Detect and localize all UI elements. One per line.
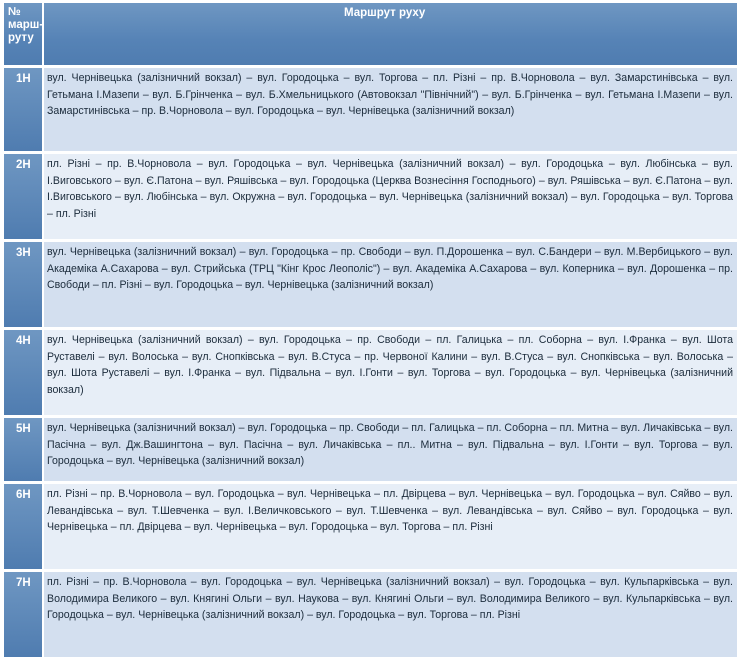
route-path: пл. Різні – пр. В.Чорновола – вул. Городоцька – вул. Чернівецька – пл. Двірцева – вул. Чернівецька – вул. Городоцька – вул. Сяйво – вул. Левандівська – вул. Т.Шевченка – вул. І.Величковського – вул. Т.Шевченка – вул. Левандівська – вул. Сяйво – вул. Городоцька – вул. Чернівецька – пл. Двірцева – вул. Чернівецька – вул. Городоцька – вул. Торгова – пл. Різні [44, 484, 737, 572]
route-number: 5Н [4, 418, 44, 484]
route-path: вул. Чернівецька (залізничний вокзал) – вул. Городоцька – пр. Свободи – пл. Галицька – пл. Соборна – вул. І.Франка – вул. Шота Руставелі – вул. Волоська – вул. Снопківська – вул. В.Стуса – пр. Червоної Калини – вул. В.Стуса – вул. Снопківська – вул. Волоська – вул. Шота Руставелі – вул. І.Франка – вул. Підвальна – вул. І.Гонти – вул. Торгова – вул. Городоцька – вул. Чернівецька (залізничний вокзал) [44, 330, 737, 418]
table-row [4, 484, 737, 572]
route-number: 7Н [4, 572, 44, 660]
route-number: 2Н [4, 154, 44, 242]
route-path-header: Маршрут руху [44, 3, 737, 68]
route-number: 3Н [4, 242, 44, 330]
table-row [4, 330, 737, 418]
route-number: 1Н [4, 68, 44, 154]
route-path: вул. Чернівецька (залізничний вокзал) – вул. Городоцька – вул. Торгова – пл. Різні – пр. В.Чорновола – вул. Замарстинівська – вул. Гетьмана І.Мазепи – вул. Б.Грінченка – вул. Б.Хмельницького (Автовокзал "Північний") – вул. Б.Грінченка – вул. Гетьмана І.Мазепи – вул. Замарстинівська – пр. В.Чорновола – вул. Городоцька – вул. Чернівецька (залізничний вокзал) [44, 68, 737, 154]
table-header-row [4, 3, 737, 68]
route-path: вул. Чернівецька (залізничний вокзал) – вул. Городоцька – пр. Свободи – пл. Галицька – пл. Соборна – пл. Митна – вул. Личаківська – вул. Пасічна – вул. Дж.Вашингтона – вул. Пасічна – вул. Личаківська – пл.. Митна – вул. Підвальна – вул. І.Гонти – вул. Торгова – вул. Городоцька – вул. Чернівецька (залізничний вокзал) [44, 418, 737, 484]
route-number: 4Н [4, 330, 44, 418]
route-number: 6Н [4, 484, 44, 572]
route-path: пл. Різні – пр. В.Чорновола – вул. Городоцька – вул. Чернівецька (залізничний вокзал) – вул. Городоцька – вул. Любінська – вул. І.Виговського – вул. Є.Патона – вул. Ряшівська – вул. Городоцька (Церква Вознесіння Господнього) – вул. Ряшівська – вул. Є.Патона – вул. І.Виговського – вул. Любінська – вул. Окружна – вул. Городоцька – вул. Чернівецька (залізничний вокзал) – вул. Городоцька – вул. Торгова – пл. Різні [44, 154, 737, 242]
routes-table-container [4, 3, 737, 621]
route-path: пл. Різні – пр. В.Чорновола – вул. Городоцька – вул. Чернівецька (залізничний вокзал) – вул. Городоцька – вул. Кульпарківська – вул. Володимира Великого – вул. Княгині Ольги – вул. Наукова – вул. Княгині Ольги – вул. Володимира Великого – вул. Кульпарківська – вул. Городоцька – вул. Чернівецька (залізничний вокзал) – вул. Городоцька – вул. Торгова – пл. Різні [44, 572, 737, 660]
routes-table [4, 3, 737, 660]
table-row [4, 572, 737, 660]
table-row [4, 154, 737, 242]
table-row [4, 242, 737, 330]
route-path: вул. Чернівецька (залізничний вокзал) – вул. Городоцька – пр. Свободи – вул. П.Дорошенка – вул. С.Бандери – вул. М.Вербицького – вул. Академіка А.Сахарова – вул. Стрийська (ТРЦ "Кінг Крос Леополіс") – вул. Академіка А.Сахарова – вул. Коперника – вул. Дорошенка – пр. Свободи – пл. Різні – вул. Городоцька – вул. Чернівецька (залізничний вокзал) [44, 242, 737, 330]
table-row [4, 418, 737, 484]
route-number-header: № марш-руту [4, 3, 44, 68]
table-row [4, 68, 737, 154]
